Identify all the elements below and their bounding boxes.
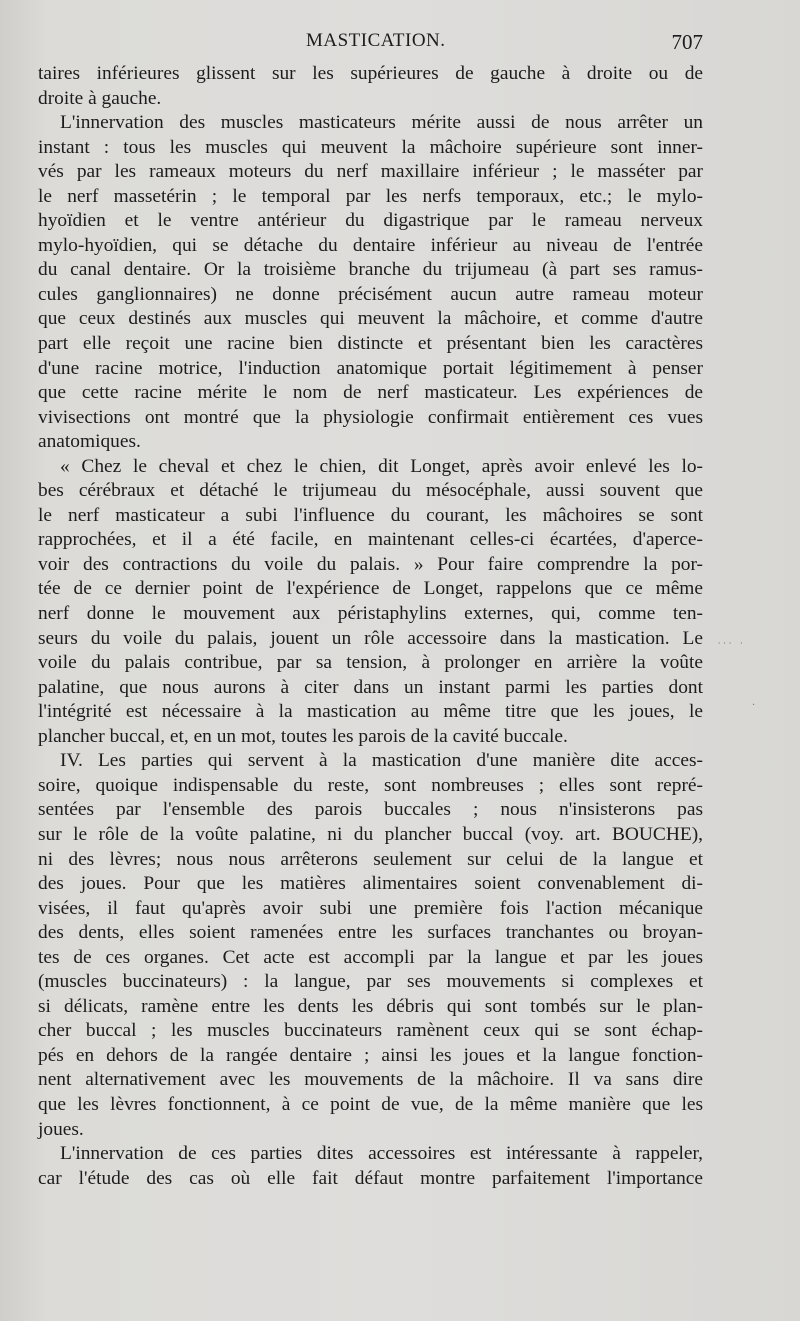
text-line: joues. — [38, 1118, 84, 1140]
text-line: voile du palais contribue, par sa tension, à prolonger en arrière la voûte — [38, 652, 703, 674]
text-line: des dents, elles soient ramenées entre les surfaces tranchantes ou broyan- — [38, 922, 703, 944]
text-line: tes de ces organes. Cet acte est accompli par la langue et par les joues — [38, 946, 703, 968]
text-line: nerf donne le mouvement aux péristaphylins externes, qui, comme ten- — [38, 603, 703, 625]
text-line: visées, il faut qu'après avoir subi une première fois l'action mécanique — [38, 897, 703, 919]
text-line: plancher buccal, et, en un mot, toutes les parois de la cavité buccale. — [38, 725, 568, 747]
text-line: car l'étude des cas où elle fait défaut montre parfaitement l'importance — [38, 1167, 703, 1189]
text-line: l'intégrité est nécessaire à la mastication au même titre que les joues, le — [38, 701, 703, 723]
text-line: L'innervation des muscles masticateurs mérite aussi de nous arrêter un — [60, 112, 703, 134]
text-line: que cette racine mérite le nom de nerf masticateur. Les expériences de — [38, 382, 703, 404]
text-line: rapprochées, et il a été facile, en maintenant celles-ci écartées, d'aperce- — [38, 529, 703, 551]
text-line: que les lèvres fonctionnent, à ce point de vue, de la même manière que les — [38, 1093, 703, 1115]
text-line: instant : tous les muscles qui meuvent la mâchoire supérieure sont inner- — [38, 136, 703, 158]
text-line: « Chez le cheval et chez le chien, dit Longet, après avoir enlevé les lo- — [60, 455, 703, 477]
running-title: MASTICATION. — [306, 30, 446, 51]
text-line: L'innervation de ces parties dites accessoires est intéressante à rappeler, — [60, 1143, 703, 1165]
text-line: mylo-hyoïdien, qui se détache du dentaire inférieur au niveau de l'entrée — [38, 234, 703, 256]
text-line: le nerf masticateur a subi l'influence du courant, les mâchoires se sont — [38, 504, 703, 526]
margin-mark: · — [752, 700, 756, 711]
text-line: palatine, que nous aurons à citer dans un instant parmi les parties dont — [38, 676, 703, 698]
text-line: sentées par l'ensemble des parois buccales ; nous n'insisterons pas — [38, 799, 703, 821]
margin-marks: ⸱⸱⸱ ⸱ — [718, 639, 746, 649]
page-header — [38, 30, 703, 58]
text-line: tée de ce dernier point de l'expérience de Longet, rappelons que ce même — [38, 578, 703, 600]
text-line: (muscles buccinateurs) : la langue, par ses mouvements si complexes et — [38, 971, 703, 993]
text-line: le nerf massetérin ; le temporal par les nerfs temporaux, etc.; le mylo- — [38, 185, 703, 207]
text-line: d'une racine motrice, l'induction anatomique portait légitimement à penser — [38, 357, 703, 379]
text-line: part elle reçoit une racine bien distincte et présentant bien les caractères — [38, 333, 703, 355]
text-line: ni des lèvres; nous nous arrêterons seulement sur celui de la langue et — [38, 848, 703, 870]
text-line: nent alternativement avec les mouvements de la mâchoire. Il va sans dire — [38, 1069, 703, 1091]
text-line: soire, quoique indispensable du reste, sont nombreuses ; elles sont repré- — [38, 774, 703, 796]
text-line: taires inférieures glissent sur les supérieures de gauche à droite ou de — [38, 63, 703, 84]
text-line: que ceux destinés aux muscles qui meuvent la mâchoire, et comme d'autre — [38, 308, 703, 330]
text-line: cher buccal ; les muscles buccinateurs ramènent ceux qui se sont échap- — [38, 1020, 703, 1042]
text-line: hyoïdien et le ventre antérieur du digastrique par le rameau nerveux — [38, 210, 703, 232]
text-line: pés en dehors de la rangée dentaire ; ainsi les joues et la langue fonction- — [38, 1044, 703, 1066]
text-line: IV. Les parties qui servent à la mastication d'une manière dite acces- — [60, 750, 703, 772]
text-line: vés par les rameaux moteurs du nerf maxillaire inférieur ; le masséter par — [38, 161, 703, 183]
text-line: si délicats, ramène entre les dents les débris qui sont tombés sur le plan- — [38, 995, 703, 1017]
text-line: des joues. Pour que les matières alimentaires soient convenablement di- — [38, 873, 703, 895]
body-text — [38, 62, 703, 1191]
text-line: bes cérébraux et détaché le trijumeau du mésocéphale, aussi souvent que — [38, 480, 703, 502]
text-line: voir des contractions du voile du palais. » Pour faire comprendre la por- — [38, 553, 703, 575]
text-line: sur le rôle de la voûte palatine, ni du plancher buccal (voy. art. BOUCHE), — [38, 823, 703, 845]
text-line: anatomiques. — [38, 431, 141, 453]
text-line: du canal dentaire. Or la troisième branche du trijumeau (à part ses ramus- — [38, 259, 703, 281]
page-number: 707 — [671, 30, 703, 54]
text-line: seurs du voile du palais, jouent un rôle accessoire dans la mastication. Le — [38, 627, 703, 649]
text-line: cules ganglionnaires) ne donne précisément aucun autre rameau moteur — [38, 283, 703, 305]
text-line: droite à gauche. — [38, 87, 162, 109]
text-line: vivisections ont montré que la physiologie confirmait entièrement ces vues — [38, 406, 703, 428]
